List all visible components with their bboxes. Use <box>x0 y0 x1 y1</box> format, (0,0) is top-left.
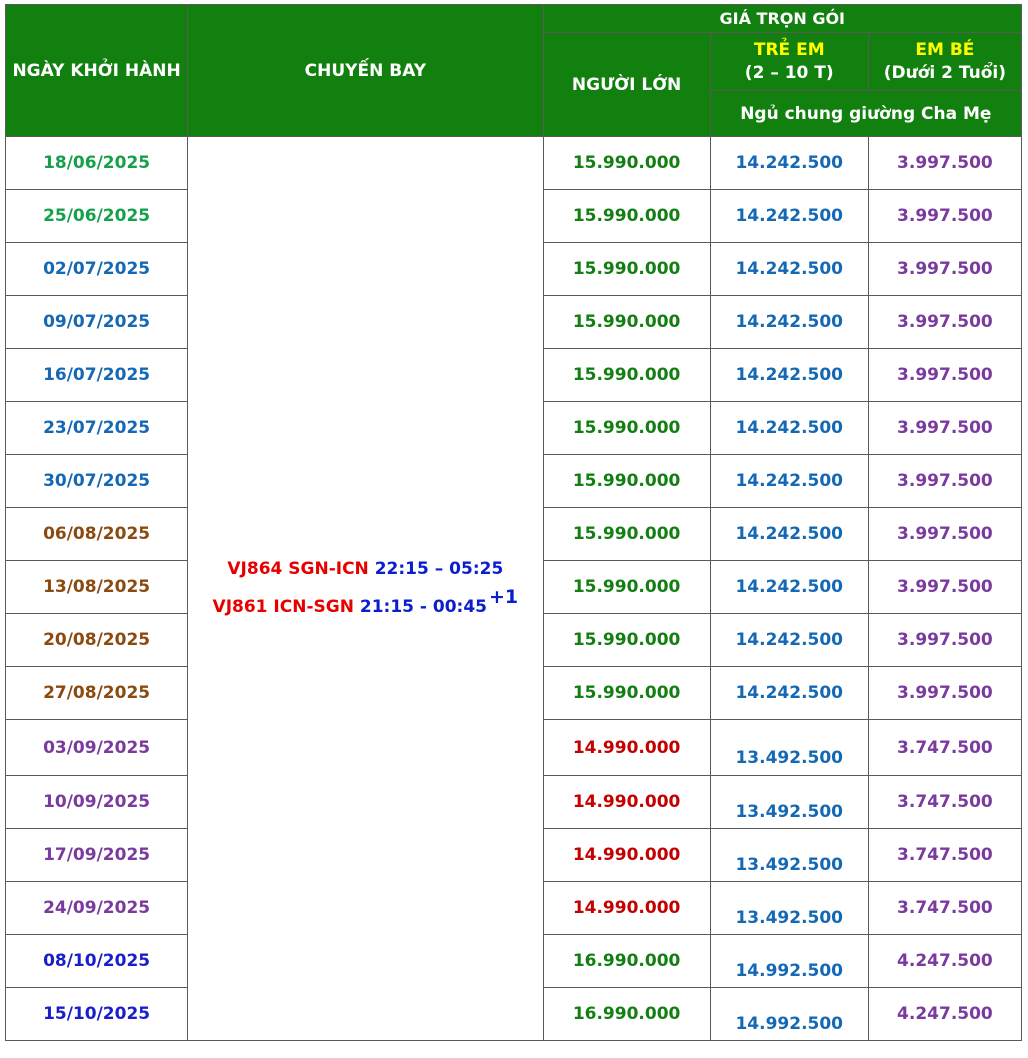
child-price-cell: 14.242.500 <box>710 508 868 561</box>
table-row <box>6 137 1022 190</box>
child-price-value: 13.492.500 <box>735 908 844 928</box>
next-day-marker: +1 <box>489 586 519 608</box>
adult-price-cell: 16.990.000 <box>543 935 710 988</box>
infant-price-cell: 3.997.500 <box>868 243 1021 296</box>
header-adult: NGƯỜI LỚN <box>543 33 710 137</box>
infant-price-cell: 4.247.500 <box>868 988 1021 1041</box>
adult-price-cell: 15.990.000 <box>543 561 710 614</box>
departure-date-cell: 24/09/2025 <box>6 882 188 935</box>
adult-price-cell: 15.990.000 <box>543 508 710 561</box>
adult-price-cell: 14.990.000 <box>543 829 710 882</box>
infant-price-cell: 3.997.500 <box>868 508 1021 561</box>
child-price-cell <box>710 829 868 882</box>
child-price-cell: 14.242.500 <box>710 561 868 614</box>
departure-date-cell: 23/07/2025 <box>6 402 188 455</box>
child-price-cell <box>710 882 868 935</box>
child-price-cell <box>710 720 868 776</box>
child-price-cell: 14.242.500 <box>710 614 868 667</box>
adult-price-cell: 15.990.000 <box>543 190 710 243</box>
child-price-value: 13.492.500 <box>735 855 844 875</box>
infant-price-cell: 3.747.500 <box>868 829 1021 882</box>
infant-price-cell: 3.997.500 <box>868 667 1021 720</box>
infant-price-cell: 3.747.500 <box>868 882 1021 935</box>
adult-price-cell: 14.990.000 <box>543 776 710 829</box>
header-package-price: GIÁ TRỌN GÓI <box>543 5 1021 33</box>
header-shared-bed: Ngủ chung giường Cha Mẹ <box>710 91 1021 137</box>
adult-price-cell: 15.990.000 <box>543 243 710 296</box>
departure-date-cell: 02/07/2025 <box>6 243 188 296</box>
child-price-value: 13.492.500 <box>735 802 844 822</box>
header-infant <box>868 33 1021 91</box>
header-infant-age: (Dưới 2 Tuổi) <box>883 62 1007 83</box>
child-price-cell: 14.242.500 <box>710 190 868 243</box>
child-price-cell: 14.242.500 <box>710 349 868 402</box>
child-price-cell: 14.242.500 <box>710 243 868 296</box>
header-child-age: (2 – 10 T) <box>744 62 834 83</box>
header-child <box>710 33 868 91</box>
child-price-cell: 14.242.500 <box>710 667 868 720</box>
departure-date-cell: 16/07/2025 <box>6 349 188 402</box>
infant-price-cell: 3.997.500 <box>868 190 1021 243</box>
infant-price-cell: 4.247.500 <box>868 935 1021 988</box>
adult-price-cell: 16.990.000 <box>543 988 710 1041</box>
departure-date-cell: 08/10/2025 <box>6 935 188 988</box>
child-price-cell <box>710 776 868 829</box>
return-flight-time: 21:15 - 00:45 <box>359 597 487 617</box>
child-price-cell: 14.242.500 <box>710 137 868 190</box>
return-flight-code: VJ861 ICN-SGN <box>212 597 354 617</box>
infant-price-cell: 3.997.500 <box>868 561 1021 614</box>
departure-date-cell: 13/08/2025 <box>6 561 188 614</box>
infant-price-cell: 3.997.500 <box>868 402 1021 455</box>
outbound-flight <box>188 551 542 588</box>
departure-date-cell: 27/08/2025 <box>6 667 188 720</box>
adult-price-cell: 15.990.000 <box>543 349 710 402</box>
infant-price-cell: 3.747.500 <box>868 720 1021 776</box>
child-price-value: 14.992.500 <box>735 961 844 981</box>
departure-date-cell: 10/09/2025 <box>6 776 188 829</box>
child-price-cell: 14.242.500 <box>710 402 868 455</box>
header-infant-title: EM BÉ <box>915 39 975 60</box>
adult-price-cell: 15.990.000 <box>543 667 710 720</box>
price-rows <box>6 137 1022 1041</box>
infant-price-cell: 3.997.500 <box>868 296 1021 349</box>
departure-date-cell: 06/08/2025 <box>6 508 188 561</box>
infant-price-cell: 3.997.500 <box>868 614 1021 667</box>
departure-date-cell: 25/06/2025 <box>6 190 188 243</box>
header-flight: CHUYẾN BAY <box>188 5 543 137</box>
departure-date-cell: 30/07/2025 <box>6 455 188 508</box>
adult-price-cell: 15.990.000 <box>543 296 710 349</box>
adult-price-cell: 15.990.000 <box>543 614 710 667</box>
child-price-cell <box>710 935 868 988</box>
child-price-value: 14.992.500 <box>735 1014 844 1034</box>
adult-price-cell: 15.990.000 <box>543 137 710 190</box>
infant-price-cell: 3.747.500 <box>868 776 1021 829</box>
departure-date-cell: 18/06/2025 <box>6 137 188 190</box>
outbound-flight-code: VJ864 SGN-ICN <box>227 559 369 579</box>
infant-price-cell: 3.997.500 <box>868 455 1021 508</box>
departure-date-cell: 09/07/2025 <box>6 296 188 349</box>
tour-price-table <box>5 4 1022 1041</box>
header-child-title: TRẺ EM <box>753 39 825 60</box>
flight-info-cell <box>188 137 543 1041</box>
adult-price-cell: 15.990.000 <box>543 402 710 455</box>
adult-price-cell: 15.990.000 <box>543 455 710 508</box>
child-price-cell <box>710 988 868 1041</box>
infant-price-cell: 3.997.500 <box>868 349 1021 402</box>
return-flight <box>188 588 542 626</box>
child-price-value: 13.492.500 <box>735 747 844 768</box>
departure-date-cell: 20/08/2025 <box>6 614 188 667</box>
header-departure-date: NGÀY KHỞI HÀNH <box>6 5 188 137</box>
outbound-flight-time: 22:15 – 05:25 <box>374 559 504 579</box>
adult-price-cell: 14.990.000 <box>543 720 710 776</box>
child-price-cell: 14.242.500 <box>710 455 868 508</box>
departure-date-cell: 15/10/2025 <box>6 988 188 1041</box>
departure-date-cell: 17/09/2025 <box>6 829 188 882</box>
adult-price-cell: 14.990.000 <box>543 882 710 935</box>
departure-date-cell: 03/09/2025 <box>6 720 188 776</box>
child-price-cell: 14.242.500 <box>710 296 868 349</box>
infant-price-cell: 3.997.500 <box>868 137 1021 190</box>
